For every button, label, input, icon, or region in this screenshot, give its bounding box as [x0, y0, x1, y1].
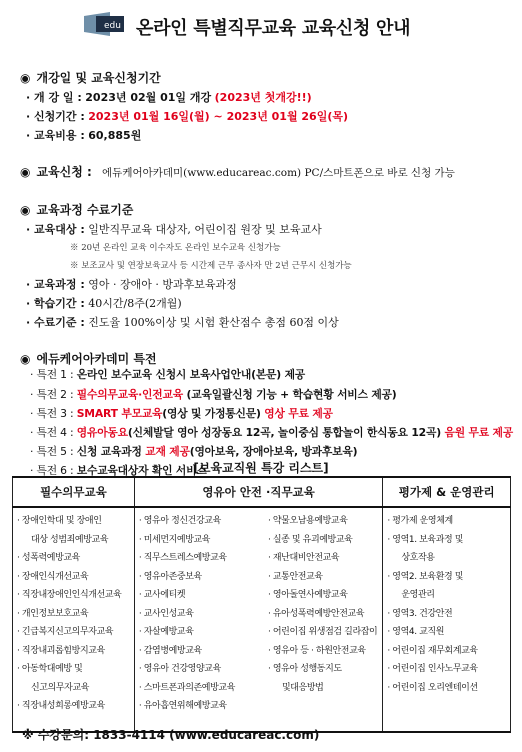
perk-label: · 특전 1 : [30, 368, 74, 381]
perk-item [30, 425, 513, 440]
header [0, 4, 522, 42]
perk-label: · 특전 2 : [30, 388, 74, 401]
apply-period-row: · 신청기간 : 2023년 01월 16일(월) ~ 2023년 01월 26일(목) [26, 110, 349, 123]
perk-label: · 특전 6 : [30, 464, 74, 477]
perk-text: 온라인 보수교육 신청시 보육사업안내(본문) 제공 [76, 368, 306, 381]
table-list-item: · 유아성폭력예방안전교육 [267, 608, 365, 619]
bullet-icon: ◉ [20, 165, 31, 179]
table-list-item: · 어린이집 오리엔테이션 [387, 682, 478, 693]
table-list-item: 대상 성범죄예방교육 [31, 534, 109, 545]
table-list-item: · 장애인식개선교육 [17, 571, 89, 582]
section-schedule-title: ◉ 개강일 및 교육신청기간 [20, 71, 161, 85]
table-list-item: 신고의무자교육 [31, 682, 90, 693]
header-safety: 영유아 안전 ·직무교육 [134, 477, 383, 507]
bullet-icon: ◉ [20, 71, 31, 85]
table-list-item: · 자살예방교육 [138, 627, 194, 637]
table-list-item: 및대응방법 [281, 682, 324, 693]
table-list-item: · 어린이집 재무회계교육 [387, 645, 478, 656]
page-title: 온라인 특별직무교육 교육신청 안내 [136, 18, 411, 39]
table-list-item: · 감염병예방교육 [138, 645, 202, 656]
table-list-item: · 직장내괴롭힘방지교육 [17, 645, 105, 656]
table-list-item: · 직무스트레스예방교육 [138, 553, 227, 563]
section-apply: ◉ 교육신청 : 에듀케어아카데미(www.educareac.com) PC/스마트폰으로 바로 신청 가능 [20, 165, 455, 179]
table-list-item: · 영유아 건강영양교육 [138, 664, 221, 674]
perk-label: · 특전 5 : [30, 445, 74, 458]
contact-info: ※ 수강문의: 1833-4114 (www.educareac.com) [22, 728, 320, 742]
table-list-item: · 성폭력예방교육 [17, 553, 80, 563]
perk-text: (영아보육, 장애아보육, 방과후보육) [189, 445, 358, 458]
perk-item [30, 367, 305, 382]
perk-label: · 특전 3 : [30, 407, 74, 420]
table-list-item: · 영유아 성행동지도 [267, 664, 342, 674]
safety-column-1 [134, 507, 264, 732]
target-row: · 교육대상 : 일반직무교육 대상자, 어린이집 원장 및 보육교사 [26, 223, 322, 236]
svg-text:edu: edu [104, 21, 121, 31]
table-list-item: · 장애인학대 및 장애인 [17, 516, 102, 526]
apply-text: 에듀케어아카데미(www.educareac.com) PC/스마트폰으로 바로 신청 가능 [102, 167, 455, 179]
table-list-item: · 개인정보보호교육 [17, 608, 89, 619]
perk-text: 영상 무료 제공 [264, 407, 333, 420]
note-1: ※ 20년 온라인 교육 이수자도 온라인 보수교육 신청가능 [70, 243, 281, 253]
bullet-icon: ◉ [20, 203, 31, 217]
perk-text: (신체발달 영아 성장동요 12곡, 놀이중심 통합놀이 한식동요 12곡) [127, 426, 445, 439]
table-list-item: · 유아흡연위해예방교육 [138, 701, 227, 711]
perk-text: 교재 제공 [145, 445, 190, 458]
safety-column-2 [264, 507, 383, 732]
table-list-item: · 아동학대예방 및 [17, 664, 83, 674]
perk-item [30, 387, 397, 402]
table-list-item: · 영역3. 건강안전 [387, 608, 453, 619]
perk-item [30, 444, 357, 459]
table-list-item: · 어린이집 위생점검 길라잡이 [267, 627, 378, 637]
header-mandatory: 필수의무교육 [13, 477, 135, 507]
perk-text: 음원 무료 제공 [444, 426, 513, 439]
edu-logo-icon [82, 10, 126, 38]
header-evaluation: 평가제 & 운영관리 [383, 477, 511, 507]
perk-text: 필수의무교육·인전교육 [76, 388, 183, 401]
table-list-item: · 영역1. 보육과정 및 [387, 534, 464, 545]
section-course-title: ◉ 교육과정 수료기준 [20, 203, 134, 217]
table-list-item: · 평가제 운영체계 [387, 516, 453, 526]
perk-text: 신청 교육과정 [76, 445, 146, 458]
perk-label: · 특전 4 : [30, 426, 74, 439]
perk-text: (영상 및 가정통신문) [162, 407, 265, 420]
course-row: · 교육과정 : 영아 · 장애아 · 방과후보육과정 [26, 278, 237, 291]
bullet-icon: ◉ [20, 352, 31, 366]
table-list-item: · 교사에티켓 [138, 590, 186, 600]
table-list-item: · 영아돌연사예방교육 [267, 590, 348, 600]
lecture-table [12, 476, 511, 733]
table-list-item: · 영유아 등 · 하원안전교육 [267, 645, 366, 656]
table-list-item: · 스마트폰과의존예방교육 [138, 682, 235, 693]
section-perks-title: ◉ 에듀케어아카데미 특전 [20, 352, 157, 366]
period-row: · 학습기간 : 40시간/8주(2개월) [26, 297, 182, 310]
perk-text: (교육일괄신청 기능 + 학습현황 서비스 제공) [182, 388, 397, 401]
table-list-item: 상호작용 [401, 553, 435, 563]
table-list-item: · 직장내성희롱예방교육 [17, 701, 105, 711]
table-list-item: · 영유아존중보육 [138, 571, 202, 582]
perk-item [30, 406, 333, 421]
table-list-item: · 재난대비안전교육 [267, 553, 340, 563]
table-list-item: · 약물오남용예방교육 [267, 516, 348, 526]
table-list-item: · 영역4. 교직원 [387, 627, 445, 637]
table-list-item: · 미세먼지예방교육 [138, 534, 211, 545]
table-list-item: · 어린이집 인사노무교육 [387, 664, 478, 674]
table-list-item: · 실종 및 유괴예방교육 [267, 534, 353, 545]
completion-row: · 수료기준 : 진도율 100%이상 및 시험 환산점수 총점 60점 이상 [26, 316, 339, 329]
table-list-item: · 교사인성교육 [138, 608, 194, 619]
perk-text: 영유아동요 [76, 426, 128, 439]
table-list-item: 운영관리 [401, 590, 435, 600]
start-date-row: · 개 강 일 : 2023년 02월 01일 개강 (2023년 첫개강!!) [26, 91, 312, 104]
perk-text: 보수교육대상자 확인 서비스 [76, 464, 207, 477]
mandatory-column [13, 507, 135, 732]
list-title: [보육교직원 특강 리스트] [193, 461, 329, 475]
table-list-item: · 직장내장애인인식개선교육 [17, 590, 122, 600]
table-list-item: · 교통안전교육 [267, 571, 323, 582]
evaluation-column [383, 507, 511, 732]
table-list-item: · 영역2. 보육환경 및 [387, 571, 464, 582]
table-list-item: · 영유아 정신건강교육 [138, 516, 221, 526]
perk-text: SMART 부모교육 [76, 407, 163, 420]
table-list-item: · 긴급복지신고의무자교육 [17, 627, 114, 637]
fee-row: · 교육비용 : 60,885원 [26, 129, 142, 142]
note-2: ※ 보조교사 및 연장보육교사 등 시간제 근무 종사자 만 2년 근무시 신청가능 [70, 261, 352, 271]
